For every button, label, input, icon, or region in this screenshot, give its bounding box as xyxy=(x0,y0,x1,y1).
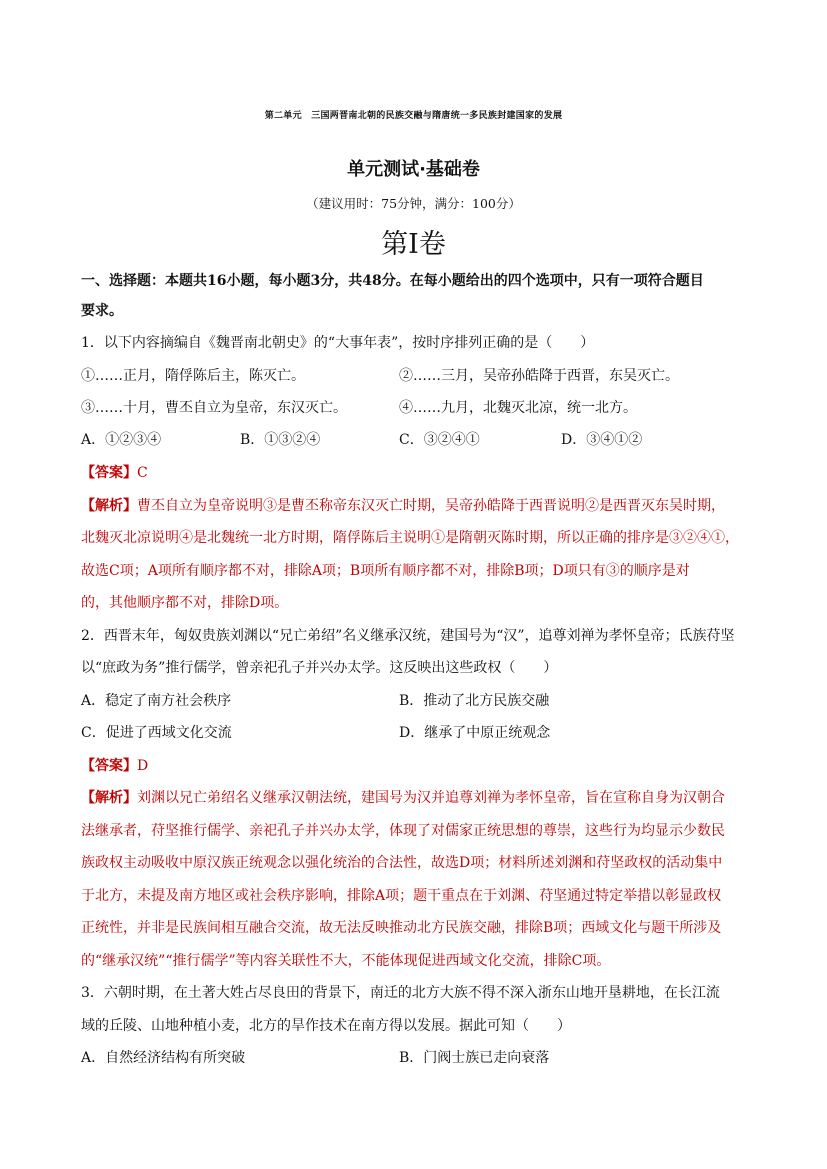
q2-analysis-line5: 正统性，并非是民族间相互融合交流，故无法反映推动北方民族交融，排除B项；西域文化与题干所涉及 xyxy=(81,920,722,936)
answer-tag: 【答案】 xyxy=(81,465,137,481)
q3-option-b: B．门阀士族已走向衰落 xyxy=(399,1050,550,1066)
q1-analysis-line3: 故选C项；A项所有顺序都不对，排除A项；B项所有顺序都不对，排除B项；D项只有③的顺序是对 xyxy=(81,563,690,579)
section-instruction-line1: 一、选择题：本题共16小题，每小题3分，共48分。在每小题给出的四个选项中，只有一项符合题目 xyxy=(81,273,704,289)
q1-option-c: C．③②④① xyxy=(399,432,480,448)
q1-item1: ①……正月，隋俘陈后主，陈灭亡。 xyxy=(81,368,305,384)
q2-analysis-line6: 的“继承汉统”“推行儒学”等内容关联性不大，不能体现促进西域文化交流，排除C项。 xyxy=(81,953,611,969)
q1-option-b: B．①③②④ xyxy=(240,432,321,448)
q2-stem-line2: 以“庶政为务”推行儒学，曾亲祀孔子并兴办太学。这反映出这些政权（ ） xyxy=(81,660,558,676)
q2-analysis-line1 xyxy=(81,788,761,808)
q2-analysis-line2: 法继承者，苻坚推行儒学、亲祀孔子并兴办太学，体现了对儒家正统思想的尊崇，这些行为均显示少数民 xyxy=(81,823,725,839)
analysis-tag: 【解析】 xyxy=(81,790,137,806)
q2-stem-line1: 2．西晋末年，匈奴贵族刘渊以“兄亡弟绍”名义继承汉统，建国号为“汉”，追尊刘禅为孝怀皇帝；氐族苻坚 xyxy=(81,628,735,644)
q1-item3: ③……十月，曹丕自立为皇帝，东汉灭亡。 xyxy=(81,400,347,416)
q2-answer xyxy=(81,756,761,776)
q1-option-a: A．①②③④ xyxy=(81,432,162,448)
volume-heading: 第Ⅰ卷 xyxy=(381,229,446,260)
q1-stem: 1．以下内容摘编自《魏晋南北朝史》的“大事年表”，按时序排列正确的是（ ） xyxy=(81,335,595,351)
q1-item4: ④……九月，北魏灭北凉，统一北方。 xyxy=(399,400,637,416)
q3-option-a: A．自然经济结构有所突破 xyxy=(81,1050,246,1066)
q1-answer xyxy=(81,463,761,483)
q2-analysis-line3: 族政权主动吸收中原汉族正统观念以强化统治的合法性，故选D项；材料所述刘渊和苻坚政权的活动集中 xyxy=(81,855,723,871)
q3-stem-line1: 3．六朝时期，在土著大姓占尽良田的背景下，南迁的北方大族不得不深入浙东山地开垦耕地，在长江流 xyxy=(81,985,720,1001)
answer-tag: 【答案】 xyxy=(81,758,137,774)
q1-analysis-line2: 北魏灭北凉说明④是北魏统一北方时期，隋俘陈后主说明①是隋朝灭陈时期，所以正确的排序是③②④①， xyxy=(81,530,739,546)
q2-option-a: A．稳定了南方社会秩序 xyxy=(81,693,232,709)
q1-analysis-text1: 曹丕自立为皇帝说明③是曹丕称帝东汉灭亡时期，吴帝孙皓降于西晋说明②是西晋灭东吴时期， xyxy=(137,498,725,514)
test-subtitle: 单元测试·基础卷 xyxy=(347,159,480,180)
q2-analysis-text1: 刘渊以兄亡弟绍名义继承汉朝法统，建国号为汉并追尊刘禅为孝怀皇帝，旨在宣称自身为汉朝合 xyxy=(137,790,725,806)
q2-option-b: B．推动了北方民族交融 xyxy=(399,693,550,709)
q2-answer-value: D xyxy=(137,758,149,774)
time-score-note: （建议用时：75分钟，满分：100分） xyxy=(306,196,521,211)
q2-option-c: C．促进了西域文化交流 xyxy=(81,725,232,741)
analysis-tag: 【解析】 xyxy=(81,498,137,514)
q2-analysis-line4: 于北方，未提及南方地区或社会秩序影响，排除A项；题干重点在于刘渊、苻坚通过特定举措以彰显政权 xyxy=(81,888,722,904)
q1-analysis-line1 xyxy=(81,496,761,516)
unit-title: 第二单元 三国两晋南北朝的民族交融与隋唐统一多民族封建国家的发展 xyxy=(264,111,563,121)
q3-stem-line2: 域的丘陵、山地种植小麦，北方的旱作技术在南方得以发展。据此可知（ ） xyxy=(81,1018,571,1034)
section-instruction-line2: 要求。 xyxy=(81,303,123,319)
q1-analysis-line4: 的，其他顺序都不对，排除D项。 xyxy=(81,595,289,611)
q1-answer-value: C xyxy=(137,465,148,481)
q1-item2: ②……三月，吴帝孙皓降于西晋，东吴灭亡。 xyxy=(399,368,679,384)
q1-option-d: D．③④①② xyxy=(561,432,643,448)
q2-option-d: D．继承了中原正统观念 xyxy=(399,725,551,741)
